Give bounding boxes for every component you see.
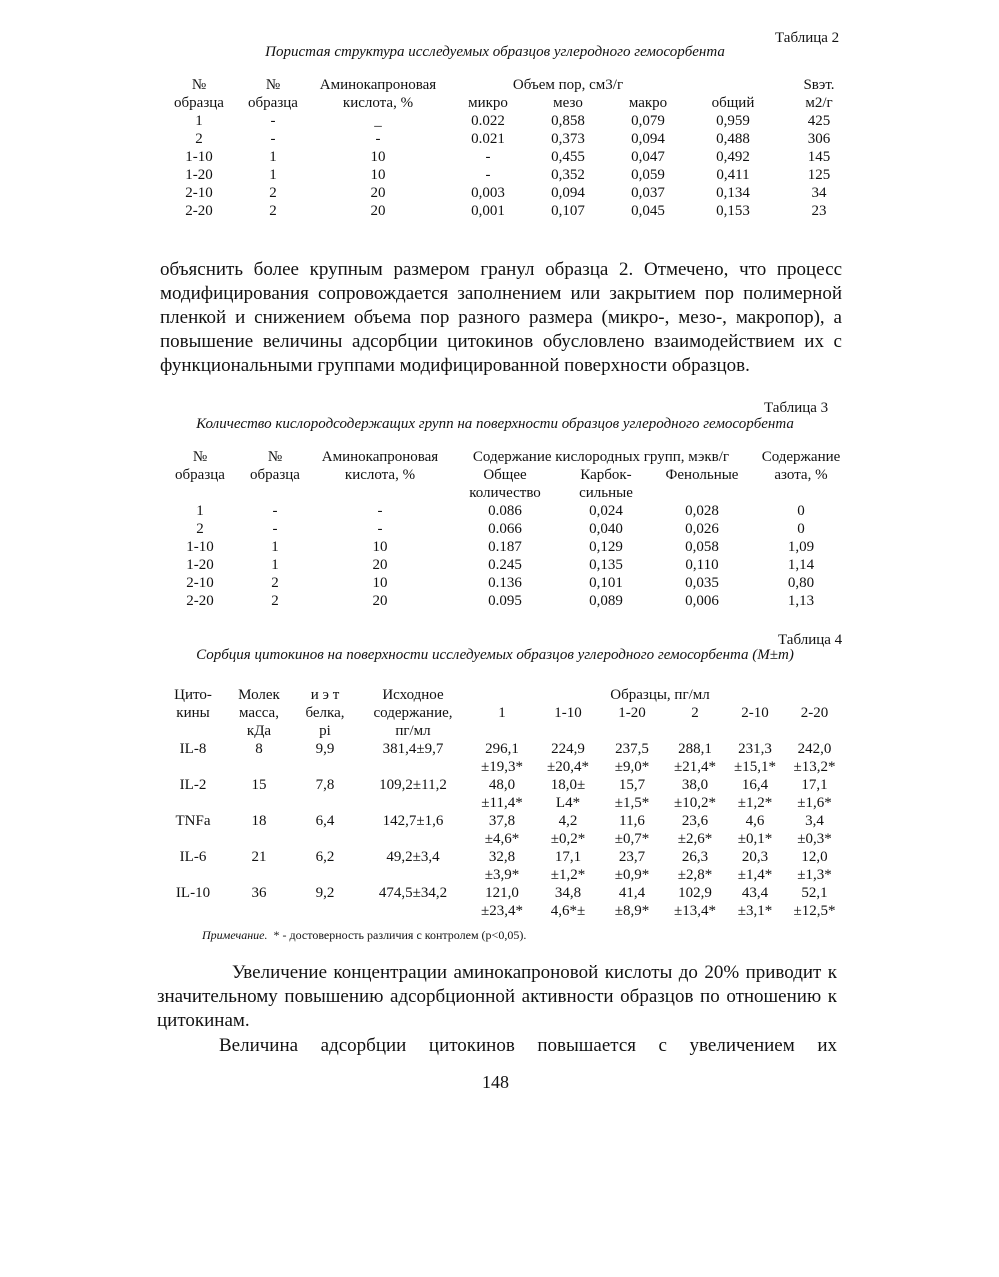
table2-cell: 20 (370, 203, 386, 219)
table4-cell: 296,1 (485, 741, 519, 757)
table2-cell: 425 (807, 113, 831, 129)
table4-cell: 36 (251, 885, 267, 901)
table4-cell: ±9,0* (614, 759, 650, 775)
table2-cell: 23 (811, 203, 827, 219)
table3-cell: 2-10 (186, 575, 214, 591)
table4-cell: 9,9 (315, 741, 335, 757)
table4-cell: 142,7±1,6 (382, 813, 444, 829)
table3-header-cell: сильные (579, 485, 633, 501)
table4-cell: ±0,1* (737, 831, 773, 847)
table4-cell: 4,2 (558, 813, 578, 829)
table2-header-cell: № (191, 77, 207, 93)
table-row (160, 148, 860, 166)
table3-cell: 20 (372, 557, 388, 573)
table2-number: Таблица 2 (775, 30, 840, 46)
table3-cell: 10 (372, 539, 388, 555)
table4-cell: ±21,4* (674, 759, 716, 775)
table3-cell: 2-20 (186, 593, 214, 609)
table2-cell: 10 (370, 149, 386, 165)
table3-cell: 1 (271, 539, 279, 555)
table3-cell: 0,024 (589, 503, 623, 519)
table4-cell: ±12,5* (793, 903, 836, 919)
table4-cell: 15,7 (618, 777, 646, 793)
table3-cell: - (377, 503, 383, 519)
table3-header-cell: № (192, 449, 208, 465)
table3-cell: 0,089 (589, 593, 623, 609)
table-row-sub (160, 794, 845, 812)
table3-header-cell: Содержание кислородных групп, мэкв/г (472, 449, 730, 465)
table-row (160, 112, 860, 130)
table3-header-cell: Общее (483, 467, 527, 483)
table3-header-cell: Фенольные (665, 467, 739, 483)
table4-cell: ±13,4* (674, 903, 716, 919)
table4-cell: ±13,2* (793, 759, 836, 775)
table4-cell: 4,6*± (550, 903, 586, 919)
table-row-sub (160, 866, 845, 884)
table-row (160, 502, 850, 520)
table4-header-cell: Цито- (174, 687, 212, 703)
table-row (160, 884, 845, 902)
table4-cell: 3,4 (805, 813, 824, 829)
table4-cell: 41,4 (618, 885, 646, 901)
table3 (160, 448, 850, 610)
note-label: Примечание. (202, 928, 268, 942)
table4-cell: 18 (251, 813, 267, 829)
table4-cell: 12,0 (801, 849, 828, 865)
table3-cell: 2 (271, 575, 279, 591)
table4-cell: 17,1 (801, 777, 828, 793)
table2-cell: 145 (807, 149, 831, 165)
table2 (160, 76, 860, 220)
table4-cell: ±20,4* (547, 759, 589, 775)
table2-cell: 2 (195, 131, 203, 147)
table4-cell: ±11,4* (481, 795, 523, 811)
table4-header-cell: 1-20 (618, 705, 646, 721)
table2-cell: 306 (807, 131, 831, 147)
table2-cell: 0.021 (471, 131, 505, 147)
table2-cell: 2-20 (185, 203, 213, 219)
table-row (160, 740, 845, 758)
table2-header-cell: Sвэт. (803, 77, 835, 93)
table2-cell: 1-10 (185, 149, 213, 165)
body-paragraph-3 (157, 1034, 837, 1058)
table4-cell: ±0,7* (614, 831, 650, 847)
table2-header-cell: м2/г (805, 95, 833, 111)
table2-cell: 0,003 (471, 185, 505, 201)
table4-header-cell: Исходное (382, 687, 444, 703)
table2-cell: 0,094 (551, 185, 585, 201)
table4-cell: 7,8 (315, 777, 335, 793)
table4-header-cell: Молек (238, 687, 280, 703)
table4-cell: 224,9 (551, 741, 585, 757)
table-row (160, 130, 860, 148)
table3-cell: 0,80 (787, 575, 815, 591)
table4-cell: TNFa (175, 813, 211, 829)
table2-cell: - (270, 113, 276, 129)
table4-cell: 121,0 (485, 885, 519, 901)
table4 (160, 686, 845, 920)
table4-cell: IL-6 (179, 849, 207, 865)
table2-header-cell: кислота, % (342, 95, 414, 111)
table2-cell: 0,492 (716, 149, 750, 165)
table4-cell: ±3,9* (484, 867, 520, 883)
table3-caption: Количество кислородсодержащих групп на поверхности образцов углеродного гемосорбента (196, 416, 794, 432)
table-row (160, 812, 845, 830)
table2-cell: 0,045 (631, 203, 665, 219)
table3-cell: 0,129 (589, 539, 623, 555)
table2-cell: - (270, 131, 276, 147)
table4-cell: IL-8 (179, 741, 207, 757)
table4-cell: 34,8 (554, 885, 582, 901)
table3-cell: - (377, 521, 383, 537)
table4-note (202, 928, 526, 943)
table3-header-cell: образца (175, 467, 225, 483)
table4-cell: 381,4±9,7 (382, 741, 444, 757)
table-row (160, 520, 850, 538)
table4-cell: 23,7 (618, 849, 646, 865)
table4-cell: ±8,9* (614, 903, 650, 919)
body-paragraph-1 (160, 258, 842, 378)
table4-number: Таблица 4 (778, 632, 843, 648)
table2-cell: 0,037 (631, 185, 665, 201)
table2-caption: Пористая структура исследуемых образцов углеродного гемосорбента (265, 44, 725, 60)
table3-cell: 2 (196, 521, 204, 537)
table4-header-cell: Образцы, пг/мл (610, 687, 710, 703)
table2-cell: - (375, 131, 381, 147)
table-row (160, 166, 860, 184)
paragraph-text: Величина адсорбции цитокинов повышается с увеличением их (219, 1035, 837, 1056)
table-row (160, 848, 845, 866)
table4-cell: 11,6 (619, 813, 645, 829)
table3-header-cell: Аминокапроновая (321, 449, 439, 465)
table3-cell: 0,101 (589, 575, 623, 591)
table-row (160, 538, 850, 556)
table4-cell: 9,2 (315, 885, 335, 901)
table2-cell: 34 (811, 185, 827, 201)
table2-cell: 0,047 (631, 149, 665, 165)
table2-cell: 1-20 (185, 167, 213, 183)
table4-cell: 474,5±34,2 (378, 885, 448, 901)
table4-cell: 8 (255, 741, 263, 757)
table3-cell: 1 (271, 557, 279, 573)
table3-cell: 20 (372, 593, 388, 609)
table4-cell: 49,2±3,4 (386, 849, 440, 865)
table2-cell: 125 (807, 167, 831, 183)
table2-cell: 0,959 (716, 113, 750, 129)
table-row-sub (160, 830, 845, 848)
table2-cell: 1 (269, 149, 277, 165)
table3-header-cell: Содержание (761, 449, 841, 465)
table4-cell: 4,6 (745, 813, 765, 829)
table2-cell: 20 (370, 185, 386, 201)
table3-cell: 0,028 (685, 503, 719, 519)
table2-cell: - (485, 149, 491, 165)
table3-cell: 1,09 (787, 539, 815, 555)
table-row (160, 184, 860, 202)
table3-cell: 0,058 (685, 539, 719, 555)
table4-cell: ±1,6* (797, 795, 832, 811)
table2-cell: 2 (269, 203, 277, 219)
table4-cell: ±1,4* (737, 867, 773, 883)
table2-cell: 10 (370, 167, 386, 183)
table4-cell: 38,0 (681, 777, 709, 793)
table4-cell: 237,5 (615, 741, 649, 757)
table3-header-cell: азота, % (774, 467, 828, 483)
table4-cell: ±10,2* (674, 795, 716, 811)
table4-cell: ±3,1* (737, 903, 773, 919)
table2-cell: 0,411 (716, 167, 750, 183)
table-row (160, 574, 850, 592)
table4-header-cell: белка, (305, 705, 345, 721)
table4-cell: 23,6 (681, 813, 709, 829)
table2-cell: 0,373 (551, 131, 585, 147)
table3-cell: 1,14 (787, 557, 815, 573)
table2-header-cell: № (265, 77, 281, 93)
table4-caption: Сорбция цитокинов на поверхности исследуемых образцов углеродного гемосорбента (M±m) (196, 647, 794, 663)
table3-cell: 0,006 (685, 593, 719, 609)
table4-cell: IL-2 (179, 777, 207, 793)
table4-header-cell: pi (319, 723, 331, 739)
table3-header-cell: Карбок- (580, 467, 632, 483)
table4-cell: ±0,9* (614, 867, 650, 883)
table4-cell: 242,0 (797, 741, 832, 757)
table2-cell: 1 (269, 167, 277, 183)
table2-cell: 0,455 (551, 149, 585, 165)
table4-cell: 15 (251, 777, 267, 793)
table4-cell: 109,2±11,2 (379, 777, 447, 793)
table2-cell: 1 (195, 113, 203, 129)
table3-header-cell: количество (469, 485, 541, 501)
table4-cell: 32,8 (488, 849, 516, 865)
table2-cell: 0,001 (471, 203, 505, 219)
table4-cell: 21 (251, 849, 267, 865)
table4-header-cell: и э т (310, 687, 340, 703)
table4-cell: IL-10 (175, 885, 211, 901)
table4-cell: 20,3 (741, 849, 769, 865)
table4-cell: 18,0± (550, 777, 586, 793)
table2-cell: 0,858 (551, 113, 585, 129)
table4-cell: 102,9 (678, 885, 712, 901)
table4-cell: ±1,2* (737, 795, 773, 811)
table3-cell: 0.187 (488, 539, 522, 555)
table3-cell: 1-20 (186, 557, 214, 573)
note-text: * - достоверность различия с контролем (р<0,05). (273, 928, 527, 942)
table4-header-cell: 2 (691, 705, 699, 721)
table3-cell: 0.086 (488, 503, 522, 519)
table3-cell: 0 (797, 521, 805, 537)
table2-header-cell: макро (628, 95, 668, 111)
table3-cell: 0,035 (685, 575, 719, 591)
table4-header-cell: 2-10 (741, 705, 769, 721)
table4-cell: ±2,8* (677, 867, 713, 883)
table4-cell: 48,0 (488, 777, 516, 793)
table2-header-cell: Аминокапроновая (319, 77, 437, 93)
table3-cell: 10 (372, 575, 388, 591)
table4-cell: 6,4 (315, 813, 335, 829)
table4-cell: ±23,4* (481, 903, 523, 919)
table4-cell: 16,4 (741, 777, 769, 793)
table4-cell: ±15,1* (734, 759, 777, 775)
table2-cell: 0,059 (631, 167, 665, 183)
table2-header-cell: Объем пор, см3/г (512, 77, 624, 93)
table3-cell: - (272, 521, 278, 537)
table2-header-cell: мезо (553, 95, 583, 111)
table4-header-cell: кины (176, 705, 210, 721)
table4-cell: ±1,2* (550, 867, 586, 883)
table2-cell: 0,153 (716, 203, 750, 219)
table4-header-cell: кДа (246, 723, 272, 739)
table4-cell: 6,2 (315, 849, 335, 865)
table4-header-cell: 1-10 (554, 705, 582, 721)
table4-cell: 52,1 (801, 885, 828, 901)
table-row-sub (160, 758, 845, 776)
table3-cell: 0 (797, 503, 805, 519)
table3-cell: 1,13 (787, 593, 815, 609)
table2-cell: 2 (269, 185, 277, 201)
table2-header-cell: образца (174, 95, 224, 111)
table2-header-cell: микро (468, 95, 508, 111)
page-number: 148 (482, 1072, 509, 1092)
table4-cell: ±1,3* (797, 867, 832, 883)
table-row (160, 202, 860, 220)
table4-cell: ±4,6* (484, 831, 520, 847)
table2-cell: 0,352 (551, 167, 585, 183)
table3-number: Таблица 3 (764, 400, 829, 416)
table4-header-cell: содержание, (373, 705, 453, 721)
body-paragraph-2 (157, 961, 837, 1033)
table3-cell: - (272, 503, 278, 519)
table-row (160, 556, 850, 574)
table3-cell: 0,135 (589, 557, 623, 573)
table4-cell: ±2,6* (677, 831, 713, 847)
table4-cell: 17,1 (554, 849, 582, 865)
table2-cell: 0,488 (716, 131, 750, 147)
table4-cell: 231,3 (738, 741, 772, 757)
table3-cell: 2 (271, 593, 279, 609)
table4-cell: 26,3 (681, 849, 709, 865)
table4-cell: ±1,5* (614, 795, 650, 811)
paragraph-text: Увеличение концентрации аминокапроновой кислоты до 20% приводит к значительному повышению адсорбционной активности образцов по отношению к цитокинам. (157, 962, 837, 1031)
table2-header-cell: образца (248, 95, 298, 111)
table4-header-cell: масса, (239, 705, 279, 721)
table4-cell: 43,4 (741, 885, 769, 901)
table2-cell: 0,079 (631, 113, 665, 129)
table2-cell: _ (374, 113, 382, 129)
table4-cell: ±0,2* (550, 831, 586, 847)
table3-header-cell: кислота, % (344, 467, 416, 483)
table2-cell: - (485, 167, 491, 183)
table3-cell: 0.245 (488, 557, 522, 573)
table-row-sub (160, 902, 845, 920)
table2-cell: 0,094 (631, 131, 665, 147)
table3-cell: 0.095 (488, 593, 522, 609)
table4-header-cell: пг/мл (395, 723, 431, 739)
table2-cell: 0.022 (471, 113, 505, 129)
table4-cell: ±19,3* (481, 759, 523, 775)
table3-cell: 1 (196, 503, 204, 519)
table3-cell: 0.066 (488, 521, 522, 537)
table2-cell: 0,107 (551, 203, 585, 219)
table3-cell: 0.136 (488, 575, 522, 591)
table4-cell: 288,1 (678, 741, 712, 757)
table3-cell: 0,110 (685, 557, 719, 573)
table-row (160, 776, 845, 794)
table3-cell: 0,026 (685, 521, 719, 537)
table4-cell: 37,8 (488, 813, 516, 829)
table4-header-cell: 1 (498, 705, 506, 721)
table3-cell: 0,040 (589, 521, 623, 537)
table4-cell: ±0,3* (797, 831, 832, 847)
table2-cell: 0,134 (716, 185, 750, 201)
table3-header-cell: образца (250, 467, 300, 483)
table2-header-cell: общий (711, 95, 755, 111)
table3-cell: 1-10 (186, 539, 214, 555)
table4-header-cell: 2-20 (800, 705, 829, 721)
table2-cell: 2-10 (185, 185, 213, 201)
table3-header-cell: № (267, 449, 283, 465)
table4-cell: L4* (555, 795, 581, 811)
paragraph-text: объяснить более крупным размером гранул образца 2. Отмечено, что процесс модифицирования сопровождается заполнением или закрытием пор полимерной пленкой и снижением объема пор разного размера (микро-, мезо-, макропор), а повышение величины адсорбции цитокинов обусловлено взаимодействием их с функциональными группами модифицированной поверхности образцов. (160, 259, 842, 376)
table-row (160, 592, 850, 610)
